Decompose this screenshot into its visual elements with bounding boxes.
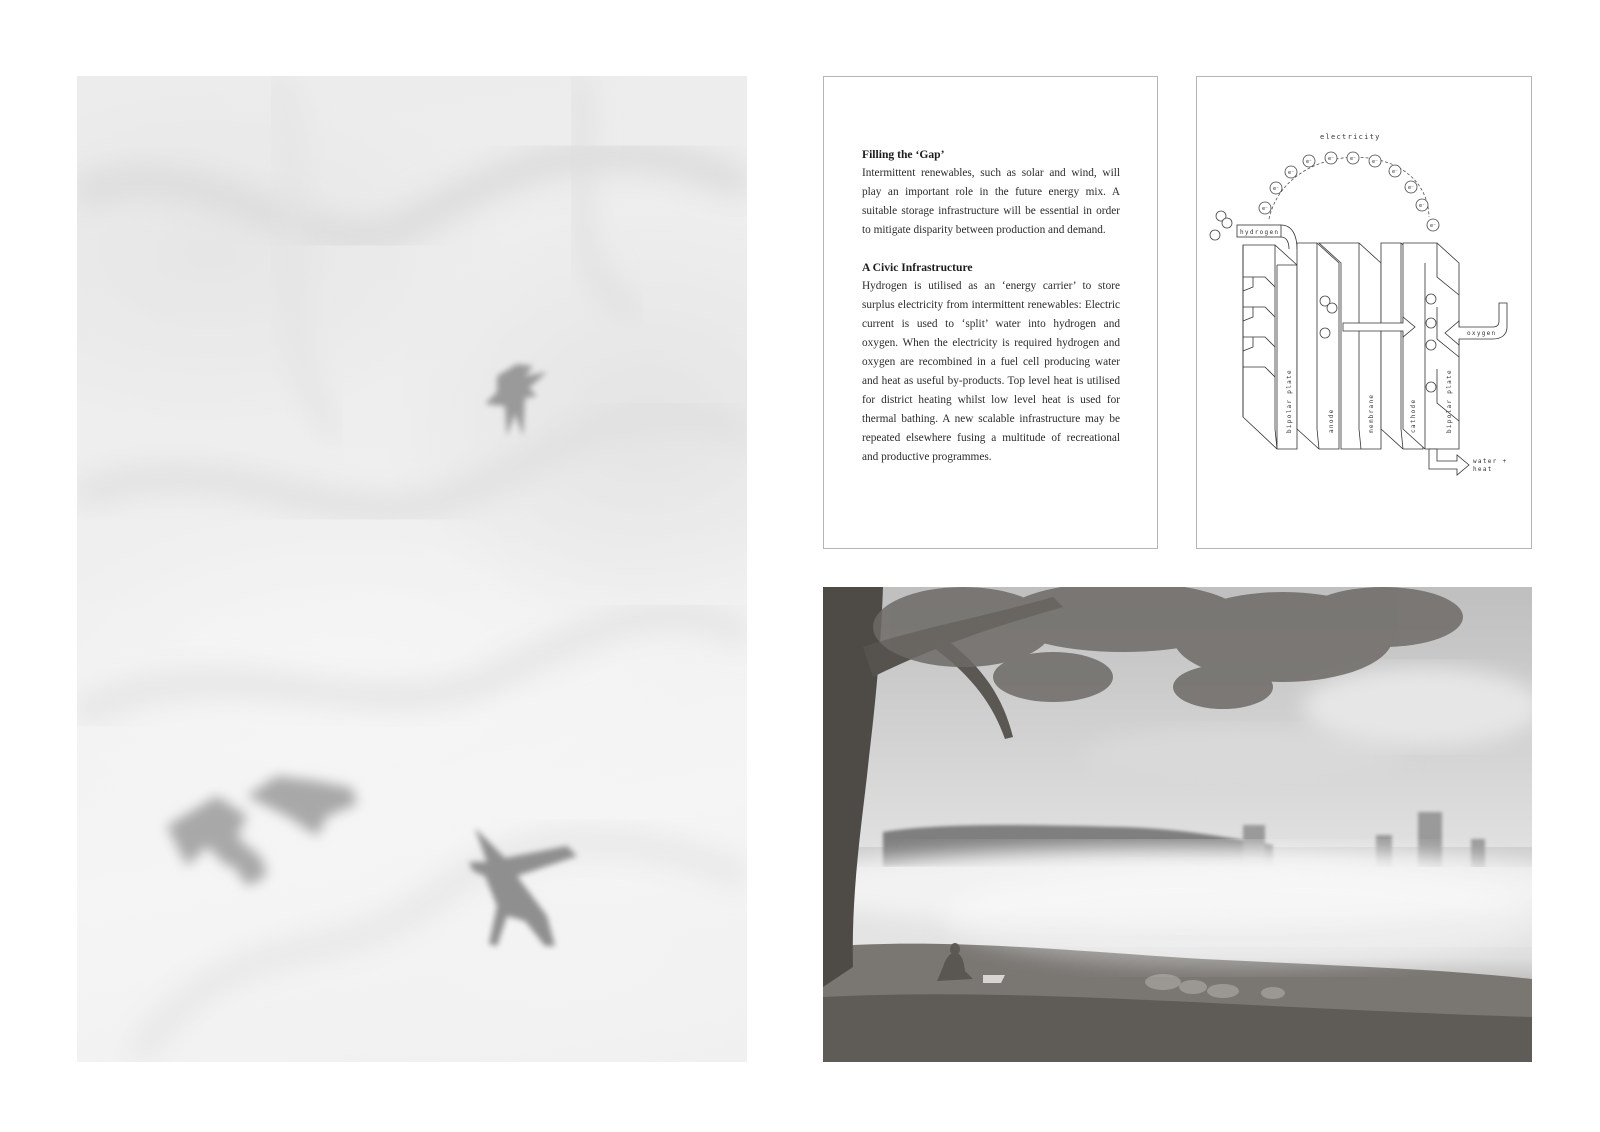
water-heat-label-2: heat (1473, 466, 1493, 473)
svg-text:e⁻: e⁻ (1306, 159, 1312, 165)
hydrogen-label: hydrogen (1240, 229, 1280, 236)
svg-text:e⁻: e⁻ (1430, 223, 1436, 229)
layer-label-cathode: cathode (1410, 398, 1417, 433)
section1-heading: Filling the ‘Gap’ (862, 148, 945, 161)
oxygen-label: oxygen (1467, 330, 1497, 337)
electron-circles (1259, 152, 1439, 231)
svg-text:e⁻: e⁻ (1392, 169, 1398, 175)
svg-text:e⁻: e⁻ (1273, 186, 1279, 192)
svg-text:e⁻: e⁻ (1350, 156, 1356, 162)
layer-label-membrane: membrane (1368, 393, 1375, 433)
svg-text:e⁻: e⁻ (1262, 206, 1268, 212)
text-content (862, 145, 1120, 485)
falling-figures-2 (167, 776, 357, 886)
svg-text:e⁻: e⁻ (1372, 159, 1378, 165)
fabric-photo (77, 76, 747, 1062)
svg-text:e⁻: e⁻ (1288, 170, 1294, 176)
layer-label-right-bipolar: bipolar plate (1446, 369, 1453, 433)
electricity-label: electricity (1320, 133, 1381, 141)
svg-text:e⁻: e⁻ (1328, 156, 1334, 162)
falling-figure-1 (485, 364, 547, 436)
water-heat-outlet-arrow (1429, 449, 1469, 475)
section2-body: Hydrogen is utilised as an ‘energy carrier’ to store surplus electricity from intermittent renewables: Electric current is used to ‘split’ water into hydrogen and oxygen. When the electricity is required hydrogen and oxygen are recombined in a fuel cell producing water and heat as useful by-products. Top level heat is utilised for district heating whilst low level heat is used for thermal bathing. A new scalable infrastructure may be repeated elsewhere fusing a multitude of recreational and productive programmes. (862, 280, 1120, 463)
layer-label-anode: anode (1328, 408, 1335, 433)
fuel-cell-diagram (1197, 77, 1533, 550)
section1-body: Intermittent renewables, such as solar and wind, will play an important role in the future energy mix. A suitable storage infrastructure will be essential in order to mitigate disparity between production and demand. (862, 167, 1120, 236)
svg-text:e⁻: e⁻ (1408, 185, 1414, 191)
svg-text:e⁻: e⁻ (1419, 203, 1425, 209)
lakeside-photo (823, 587, 1532, 1062)
h2-molecules-input (1210, 211, 1232, 240)
fuel-cell-diagram-card (1196, 76, 1532, 549)
water-heat-label-1: water + (1473, 458, 1508, 465)
layer-label-left-bipolar: bipolar plate (1286, 369, 1293, 433)
section2-heading: A Civic Infrastructure (862, 261, 973, 274)
fabric-folds (77, 76, 747, 1062)
lakeside-scene (823, 587, 1532, 1062)
text-card (823, 76, 1158, 549)
